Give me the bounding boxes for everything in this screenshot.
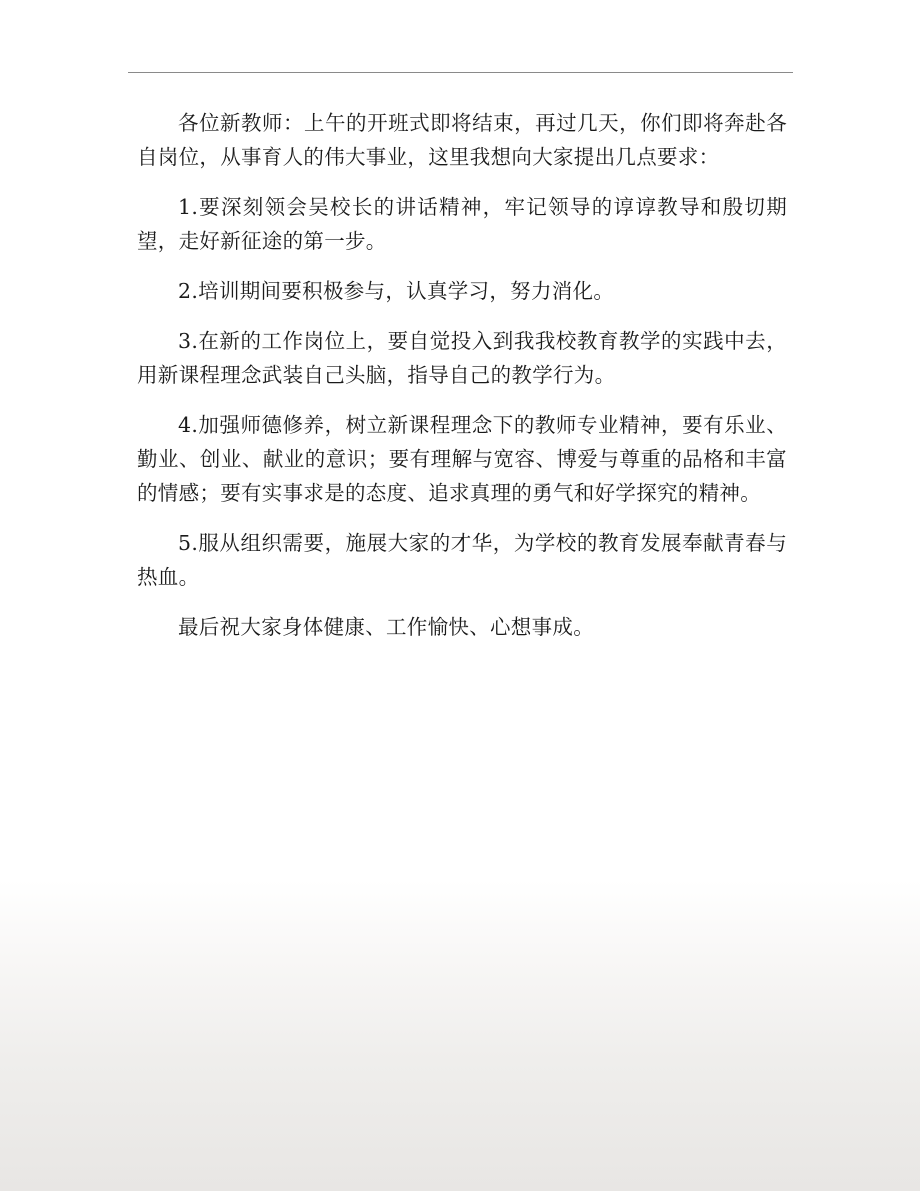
document-body	[137, 106, 787, 660]
paragraph-closing: 最后祝大家身体健康、工作愉快、心想事成。	[178, 615, 594, 639]
paragraph-item-5: 5.服从组织需要，施展大家的才华，为学校的教育发展奉献青春与热血。	[137, 531, 787, 589]
paragraph-item-4: 4.加强师德修养，树立新课程理念下的教师专业精神，要有乐业、勤业、创业、献业的意识；要有理解与宽容、博爱与尊重的品格和丰富的情感；要有实事求是的态度、追求真理的勇气和好学探究的精神。	[137, 413, 787, 505]
header-divider	[128, 72, 793, 73]
paragraph-greeting: 各位新教师：上午的开班式即将结束，再过几天，你们即将奔赴各自岗位，从事育人的伟大事业，这里我想向大家提出几点要求：	[137, 111, 787, 169]
paragraph-item-3: 3.在新的工作岗位上，要自觉投入到我我校教育教学的实践中去，用新课程理念武装自己头脑，指导自己的教学行为。	[137, 329, 787, 387]
paragraph-item-1: 1.要深刻领会吴校长的讲话精神，牢记领导的谆谆教导和殷切期望，走好新征途的第一步。	[137, 195, 787, 253]
paragraph-item-2: 2.培训期间要积极参与，认真学习，努力消化。	[178, 279, 615, 303]
